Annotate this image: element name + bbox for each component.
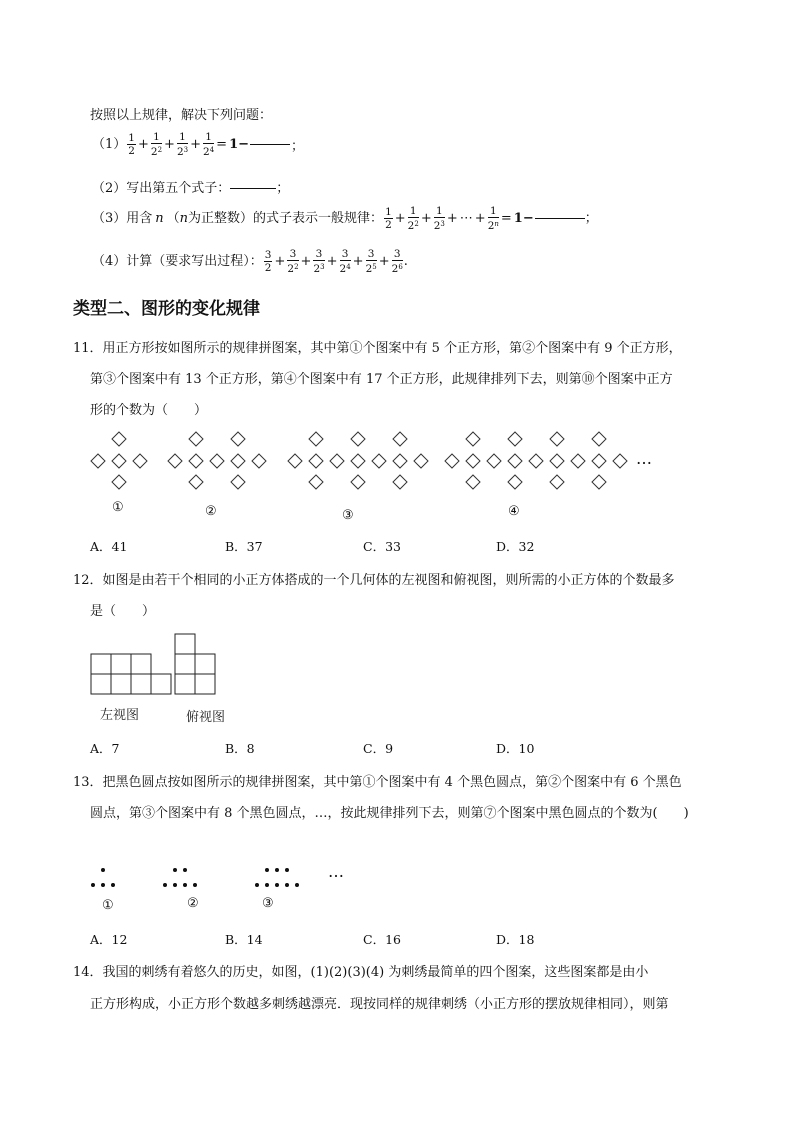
answer-blank[interactable] xyxy=(250,144,290,145)
square-tile xyxy=(330,454,344,468)
square-tile xyxy=(550,475,564,489)
square-tile xyxy=(309,454,323,468)
square-tile xyxy=(508,454,522,468)
q13-option-d[interactable]: D．18 xyxy=(496,932,535,947)
q10-part3: （3）用含 n （n为正整数）的式子表示一般规律： $\frac{1}{2}$ + $\frac{1}{2^2}$ + $\frac{1}{2^3}$ + ⋯ + $\frac{1}{2^n}$ = 1− ； xyxy=(92,205,598,232)
q11-ellipsis: … xyxy=(636,449,652,468)
black-dot xyxy=(173,883,177,887)
q13-option-b[interactable]: B．14 xyxy=(225,932,263,947)
q10-part1-rhs: 1− xyxy=(229,137,250,152)
black-dot xyxy=(295,883,299,887)
square-tile xyxy=(571,454,585,468)
fraction: $\frac{1}{2^2}$ xyxy=(407,205,419,232)
q12-option-d[interactable]: D．10 xyxy=(496,741,535,756)
cube-face xyxy=(91,674,111,694)
cube-face xyxy=(175,654,195,674)
square-tile xyxy=(592,475,606,489)
black-dot xyxy=(173,868,177,872)
square-tile xyxy=(210,454,224,468)
square-tile xyxy=(393,432,407,446)
black-dot xyxy=(101,868,105,872)
black-dot xyxy=(275,868,279,872)
q13-line2: 圆点，第③个图案中有 8 个黑色圆点，…，按此规律排列下去，则第⑦个图案中黑色圆点的个数为( ) xyxy=(90,806,689,821)
q12-line1: 12．如图是由若干个相同的小正方体搭成的一个几何体的左视图和俯视图，则所需的小正方体的个数最多 xyxy=(73,573,675,588)
black-dot xyxy=(285,868,289,872)
q10-part3-label: （3）用含 xyxy=(92,211,153,226)
square-tile xyxy=(393,454,407,468)
q10-part1-label: （1） xyxy=(92,137,127,152)
black-dot xyxy=(265,883,269,887)
cube-face xyxy=(131,654,151,674)
q11-line2: 第③个图案中有 13 个正方形，第④个图案中有 17 个正方形，此规律排列下去，则第⑩个图案中正方 xyxy=(90,372,673,387)
square-tile xyxy=(309,432,323,446)
cube-face xyxy=(175,674,195,694)
square-tile xyxy=(393,475,407,489)
q12-figure xyxy=(88,630,248,700)
square-tile xyxy=(133,454,147,468)
square-tile xyxy=(351,454,365,468)
fraction: $\frac{1}{2^4}$ xyxy=(203,131,215,158)
q10-part4: （4）计算（要求写出过程）： $\frac{3}{2}$ + $\frac{3}{2^2}$ + $\frac{3}{2^3}$ + $\frac{3}{2^4}$ + $\frac{3}{2^5}$ + $\frac{3}{2^6}$ . xyxy=(92,248,408,275)
q11-label-2: ② xyxy=(205,504,217,519)
q12-option-a[interactable]: A．7 xyxy=(90,741,120,756)
square-tile xyxy=(508,432,522,446)
square-tile xyxy=(231,432,245,446)
square-tile xyxy=(189,475,203,489)
square-tile xyxy=(466,432,480,446)
square-tile xyxy=(487,454,501,468)
square-tile xyxy=(91,454,105,468)
black-dot xyxy=(193,883,197,887)
square-tile xyxy=(372,454,386,468)
cube-face xyxy=(111,654,131,674)
black-dot xyxy=(111,883,115,887)
square-tile xyxy=(550,454,564,468)
square-tile xyxy=(445,454,459,468)
q10-part2: （2）写出第五个式子： ； xyxy=(92,181,290,196)
q11-option-c[interactable]: C．33 xyxy=(363,539,401,554)
square-tile xyxy=(351,475,365,489)
q13-figure xyxy=(0,858,794,898)
cube-face xyxy=(91,654,111,674)
q14-line1: 14．我国的刺绣有着悠久的历史，如图，(1)(2)(3)(4) 为刺绣最简单的四个图案，这些图案都是由小 xyxy=(73,965,649,980)
fraction: $\frac{1}{2^n}$ xyxy=(487,205,499,232)
q13-ellipsis: … xyxy=(328,862,344,881)
square-tile xyxy=(309,475,323,489)
q13-option-a[interactable]: A．12 xyxy=(90,932,128,947)
square-tile xyxy=(112,432,126,446)
q11-line1: 11．用正方形按如图所示的规律拼图案，其中第①个图案中有 5 个正方形，第②个图案中有 9 个正方形， xyxy=(73,341,682,356)
cube-face xyxy=(131,674,151,694)
black-dot xyxy=(275,883,279,887)
fraction: $\frac{3}{2}$ xyxy=(264,249,272,274)
cube-face xyxy=(175,634,195,654)
black-dot xyxy=(183,883,187,887)
square-tile xyxy=(592,454,606,468)
fraction: $\frac{1}{2^3}$ xyxy=(433,205,445,232)
square-tile xyxy=(288,454,302,468)
cube-face xyxy=(195,674,215,694)
q10-part4-text: （4）计算（要求写出过程）： xyxy=(92,254,263,269)
black-dot xyxy=(265,868,269,872)
top-view xyxy=(175,634,215,694)
fraction: $\frac{1}{2}$ xyxy=(385,206,392,231)
cube-face xyxy=(111,674,131,694)
fraction: $\frac{3}{2^4}$ xyxy=(339,248,351,275)
left-view xyxy=(91,654,171,694)
black-dot xyxy=(91,883,95,887)
q11-line3: 形的个数为（ ） xyxy=(90,403,208,418)
q13-label-3: ③ xyxy=(262,896,274,911)
square-tile xyxy=(592,432,606,446)
q12-option-b[interactable]: B．8 xyxy=(225,741,255,756)
section-title: 类型二、图形的变化规律 xyxy=(73,299,260,319)
black-dot xyxy=(163,883,167,887)
black-dot xyxy=(101,883,105,887)
square-tile xyxy=(508,475,522,489)
fraction: $\frac{1}{2^3}$ xyxy=(176,131,189,158)
q14-line2: 正方形构成，小正方形个数越多刺绣越漂亮．现按同样的规律刺绣（小正方形的摆放规律相同），则第 xyxy=(90,997,669,1012)
q13-option-c[interactable]: C．16 xyxy=(363,932,401,947)
fraction: $\frac{1}{2}$ xyxy=(128,132,135,157)
q13-line1: 13．把黑色圆点按如图所示的规律拼图案，其中第①个图案中有 4 个黑色圆点，第②个图案中有 6 个黑色 xyxy=(73,775,682,790)
black-dot xyxy=(183,868,187,872)
square-tile xyxy=(168,454,182,468)
square-tile xyxy=(613,454,627,468)
q11-label-1: ① xyxy=(112,500,124,515)
q11-label-3: ③ xyxy=(342,508,354,523)
square-tile xyxy=(189,454,203,468)
square-tile xyxy=(252,454,266,468)
square-tile xyxy=(550,432,564,446)
cube-face xyxy=(195,654,215,674)
q13-label-1: ① xyxy=(102,898,114,913)
fraction: $\frac{1}{2^2}$ xyxy=(150,131,163,158)
q12-line2: 是（ ） xyxy=(90,604,156,619)
answer-blank[interactable] xyxy=(535,218,585,219)
top-view-caption: 俯视图 xyxy=(186,710,226,725)
black-dot xyxy=(285,883,289,887)
q12-option-c[interactable]: C．9 xyxy=(363,741,394,756)
square-tile xyxy=(466,475,480,489)
square-tile xyxy=(466,454,480,468)
q11-option-d[interactable]: D．32 xyxy=(496,539,535,554)
square-tile xyxy=(231,454,245,468)
black-dot xyxy=(255,883,259,887)
square-tile xyxy=(351,432,365,446)
square-tile xyxy=(112,454,126,468)
q10-part1: （1） $\frac{1}{2}$ + $\frac{1}{2^2}$ + $\frac{1}{2^3}$ + $\frac{1}{2^4}$ = 1− ； xyxy=(92,131,305,158)
cube-face xyxy=(151,674,171,694)
q11-option-b[interactable]: B．37 xyxy=(225,539,263,554)
left-view-caption: 左视图 xyxy=(100,708,140,723)
square-tile xyxy=(112,475,126,489)
square-tile xyxy=(529,454,543,468)
q11-label-4: ④ xyxy=(508,504,520,519)
fraction: $\frac{3}{2^5}$ xyxy=(365,248,377,275)
fraction: $\frac{3}{2^6}$ xyxy=(391,248,403,275)
square-tile xyxy=(414,454,428,468)
q13-label-2: ② xyxy=(187,896,199,911)
square-tile xyxy=(231,475,245,489)
answer-blank[interactable] xyxy=(230,188,276,189)
fraction: $\frac{3}{2^3}$ xyxy=(313,248,325,275)
fraction: $\frac{3}{2^2}$ xyxy=(287,248,299,275)
q10-part2-text: （2）写出第五个式子： xyxy=(92,181,231,196)
square-tile xyxy=(189,432,203,446)
q11-option-a[interactable]: A．41 xyxy=(90,539,128,554)
intro-text: 按照以上规律，解决下列问题： xyxy=(90,108,273,123)
